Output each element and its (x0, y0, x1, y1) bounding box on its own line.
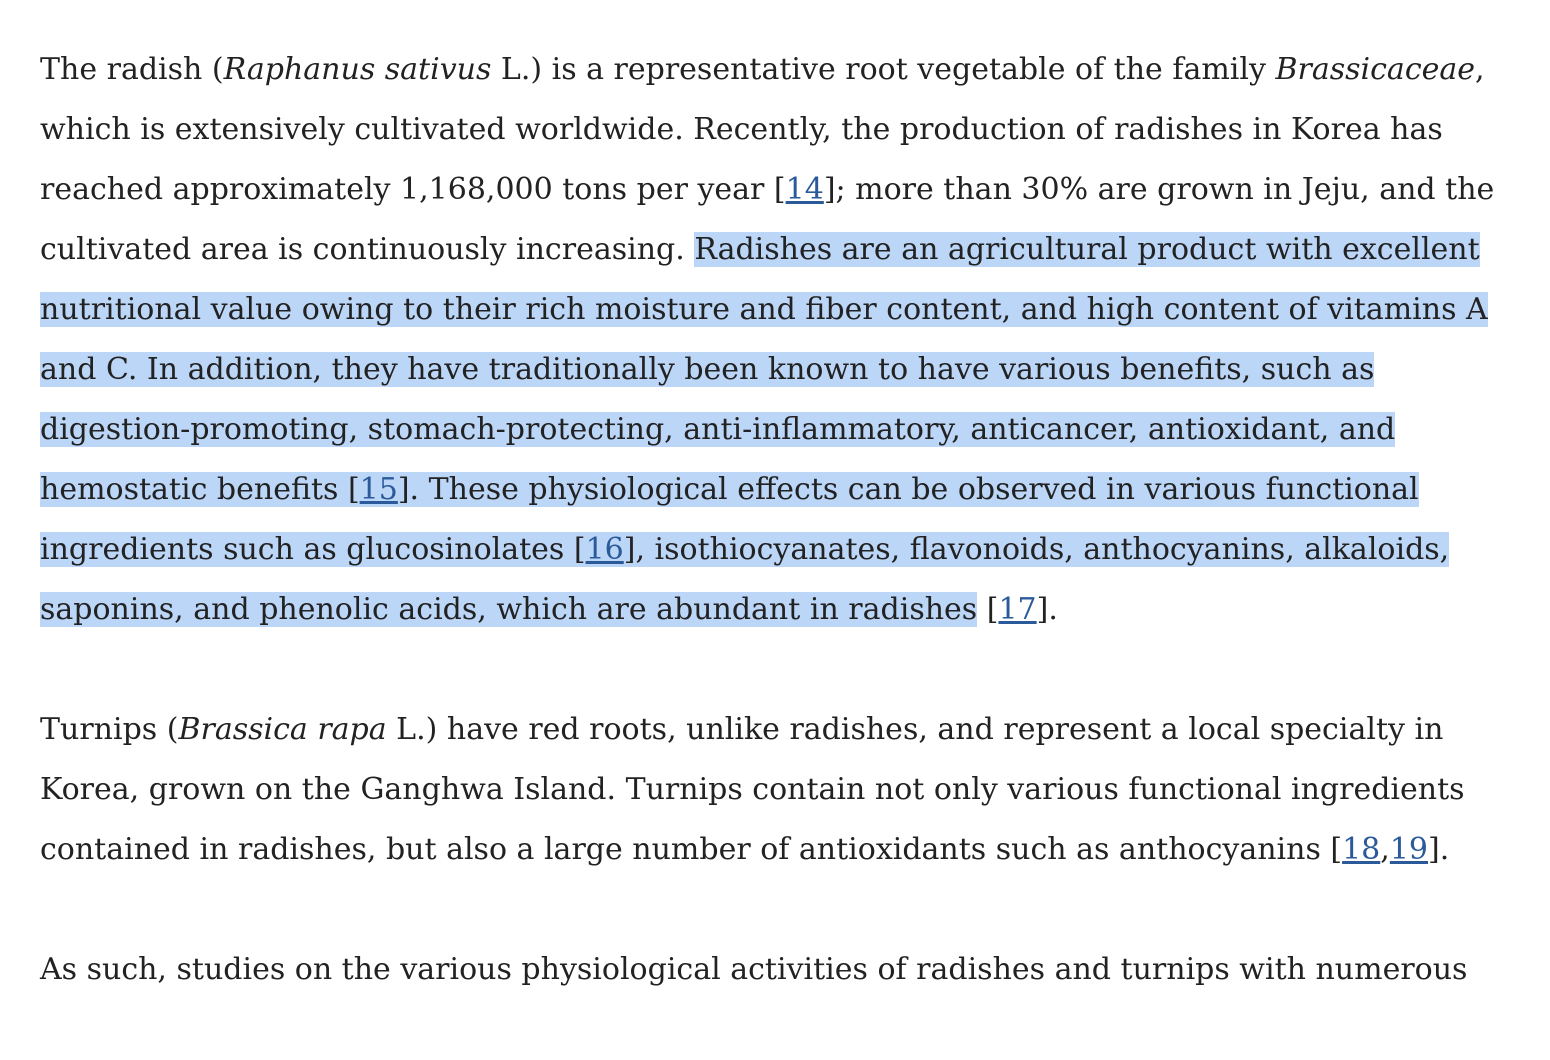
selected-text-run: ]. These physiological effects can be observed in various functional ingredients such as glucosinolates [ (40, 472, 1419, 567)
article-body (40, 40, 1515, 1060)
citation-link-19[interactable]: 19 (1389, 832, 1429, 867)
citation-link-18[interactable]: 18 (1342, 832, 1381, 867)
species-name-turnip: Brassica rapa (178, 712, 387, 747)
text-run: ]. (1036, 592, 1058, 627)
text-run: ]. (1428, 832, 1450, 867)
selected-text[interactable] (40, 232, 1488, 627)
text-run: Turnips ( (40, 712, 179, 747)
selected-text-run: ], isothiocyanates, flavonoids, anthocyanins, alkaloids, saponins, and phenolic acids, which are abundant in radishes (40, 532, 1450, 627)
text-run: , which is extensively cultivated worldwide. Recently, the production of radishes in Korea has reached approximately 1,168,000 tons per year [ (40, 52, 1485, 207)
paragraph-turnip (40, 700, 1515, 880)
citation-link-17[interactable]: 17 (998, 592, 1037, 627)
text-run: ]; more than 30% are grown in Jeju, and the cultivated area is continuously increasing. (40, 172, 1495, 267)
citation-separator: , (1380, 832, 1390, 867)
paragraph-radish (40, 40, 1515, 640)
citation-link-16[interactable]: 16 (585, 532, 624, 567)
text-run: As such, studies on the various physiological activities of radishes and turnips with numerous (40, 952, 1468, 987)
citation-link-14[interactable]: 14 (785, 172, 824, 207)
family-name: Brassicaceae (1275, 52, 1476, 87)
text-run: L.) is a representative root vegetable of the family (491, 52, 1276, 87)
text-run: The radish ( (40, 52, 224, 87)
text-run: [ (977, 592, 999, 627)
citation-link-15[interactable]: 15 (359, 472, 398, 507)
text-run: L.) have red roots, unlike radishes, and represent a local specialty in Korea, grown on the Ganghwa Island. Turnips contain not only various functional ingredients contained in radishes, but also a large number of antioxidants such as anthocyanins [ (40, 712, 1465, 867)
paragraph-studies (40, 940, 1515, 1000)
species-name-radish: Raphanus sativus (223, 52, 492, 87)
selected-text-run: Radishes are an agricultural product with excellent nutritional value owing to their rich moisture and fiber content, and high content of vitamins A and C. In addition, they have traditionally been known to have various benefits, such as digestion-promoting, stomach-protecting, anti-inflammatory, anticancer, antioxidant, and hemostatic benefits [ (40, 232, 1488, 507)
